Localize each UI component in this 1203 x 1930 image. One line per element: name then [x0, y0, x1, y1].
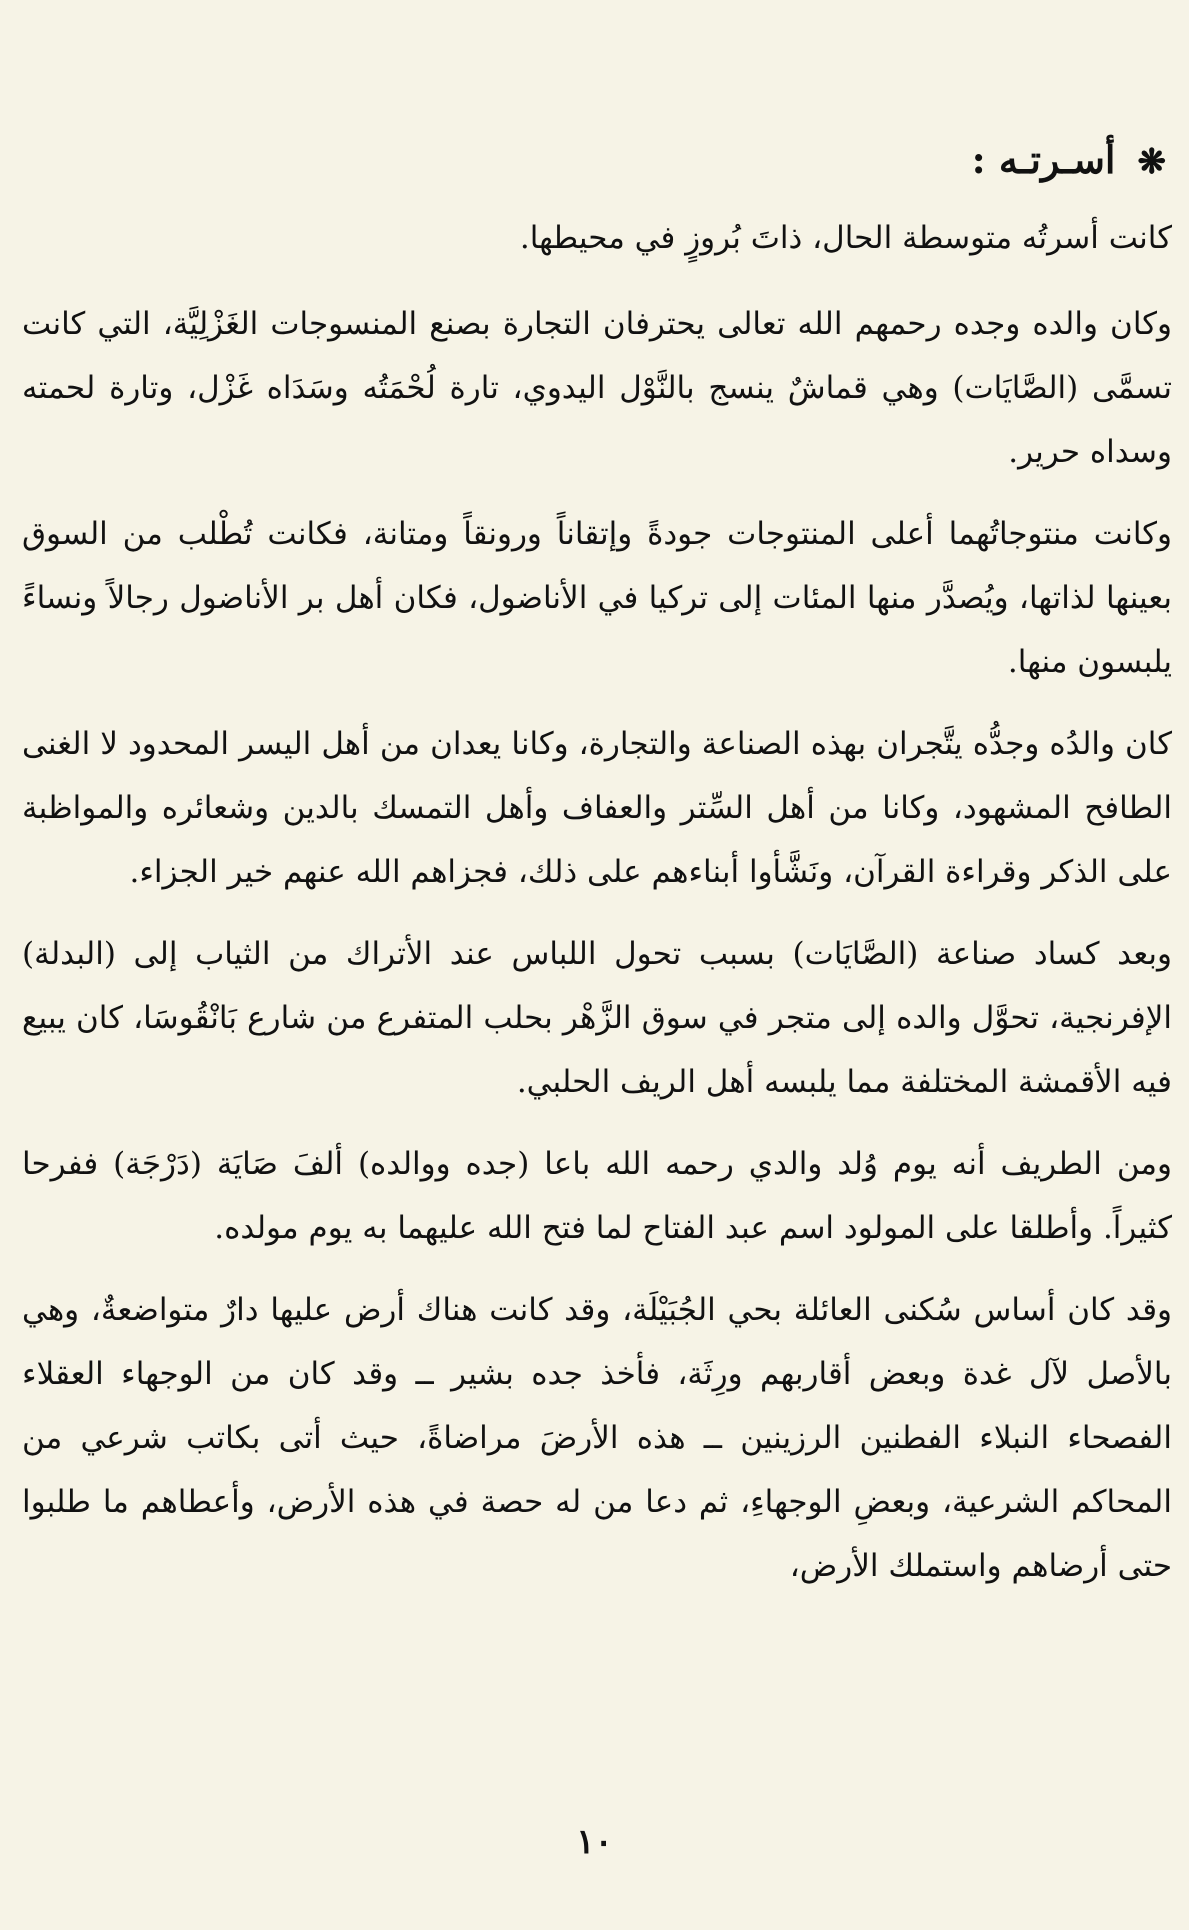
paragraph: ومن الطريف أنه يوم وُلد والدي رحمه الله باعا (جده ووالده) ألفَ صَايَة (دَرْجَة) ففرحا كثيراً. وأطلقا على المولود اسم عبد الفتاح لما فتح الله عليهما به يوم مولده.	[22, 1146, 1172, 1246]
paragraph: وكان والده وجده رحمهم الله تعالى يحترفان التجارة بصنع المنسوجات الغَزْلِيَّة، التي كانت تسمَّى (الصَّايَات) وهي قماشٌ ينسج بالنَّوْل اليدوي، تارة لُحْمَتُه وسَدَاه غَزْل، وتارة لحمته وسداه حرير.	[22, 306, 1172, 470]
page-number: ١٠	[576, 1822, 613, 1862]
paragraph: وقد كان أساس سُكنى العائلة بحي الجُبَيْلَة، وقد كانت هناك أرض عليها دارٌ متواضعةٌ، وهي بالأصل لآل غدة وبعض أقاربهم ورِثَة، فأخذ جده بشير ــ وقد كان من الوجهاء العقلاء الفصحاء النبلاء الفطنين الرزينين ــ هذه الأرضَ مراضاةً، حيث أتى بكاتب شرعي من المحاكم الشرعية، وبعضِ الوجهاءِ، ثم دعا من له حصة في هذه الأرض، وأعطاهم ما طلبوا حتى أرضاهم واستملك الأرض،	[22, 1292, 1172, 1584]
section-heading	[22, 130, 1172, 192]
section-heading-text: أسـرتـه :	[971, 137, 1116, 182]
paragraph: كانت أسرتُه متوسطة الحال، ذاتَ بُروزٍ في محيطها.	[519, 220, 1172, 256]
page-content	[22, 130, 1172, 1616]
asterism-icon: ❋	[1137, 142, 1172, 182]
page-edge	[1189, 0, 1203, 1930]
paragraph: وبعد كساد صناعة (الصَّايَات) بسبب تحول اللباس عند الأتراك من الثياب إلى (البدلة) الإفرنجية، تحوَّل والده إلى متجر في سوق الزَّهْر بحلب المتفرع من شارع بَانْقُوسَا، كان يبيع فيه الأقمشة المختلفة مما يلبسه أهل الريف الحلبي.	[22, 936, 1172, 1100]
paragraph: وكانت منتوجاتُهما أعلى المنتوجات جودةً وإتقاناً ورونقاً ومتانة، فكانت تُطْلب من السوق بعينها لذاتها، ويُصدَّر منها المئات إلى تركيا في الأناضول، فكان أهل بر الأناضول رجالاً ونساءً يلبسون منها.	[22, 516, 1172, 680]
paragraph: كان والدُه وجدُّه يتَّجران بهذه الصناعة والتجارة، وكانا يعدان من أهل اليسر المحدود لا الغنى الطافح المشهود، وكانا من أهل السِّتر والعفاف وأهل التمسك بالدين وشعائره والمواظبة على الذكر وقراءة القرآن، ونَشَّأوا أبناءهم على ذلك، فجزاهم الله عنهم خير الجزاء.	[22, 726, 1172, 890]
